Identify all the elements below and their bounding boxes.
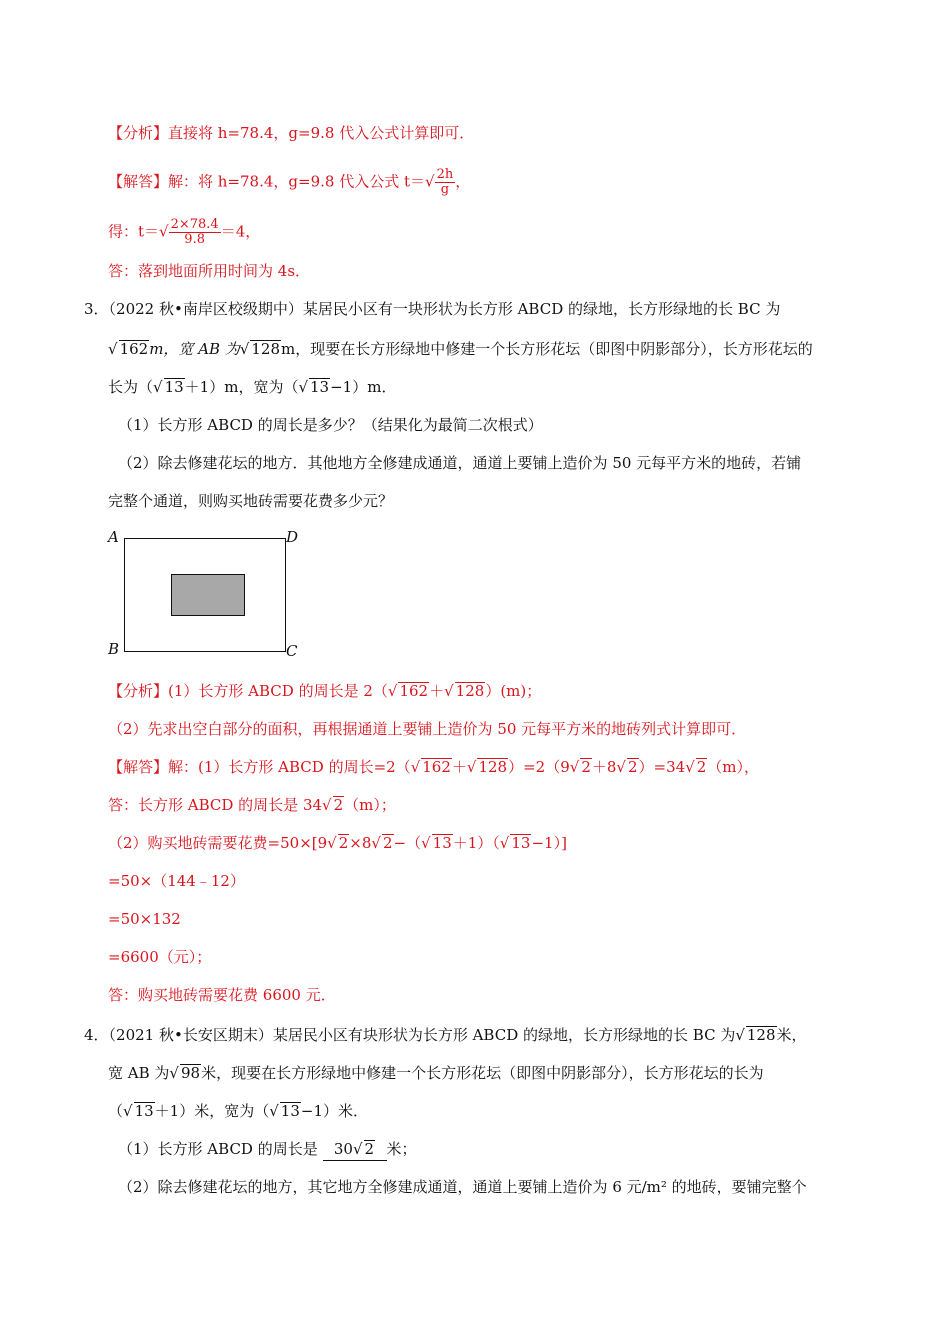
text: （m）； bbox=[344, 796, 396, 814]
text: =50×132 bbox=[108, 910, 181, 928]
numerator: 2h bbox=[436, 167, 454, 182]
label-c: C bbox=[286, 642, 298, 660]
question-3-line-2: √ 162m，宽 AB 为√ 128m，现要在长方形绿地中修建一个长方形花坛（即图中阴影部分），长方形花坛的 bbox=[108, 340, 813, 358]
result-line-q2: 得：t＝√ $\frac{2\times 78.4}{9.8}$ ＝4， bbox=[108, 217, 261, 247]
label-b: B bbox=[108, 640, 120, 658]
text: ＋1）m，宽为（ bbox=[184, 378, 299, 396]
question-3-part-2-cont bbox=[108, 490, 393, 512]
fraction bbox=[435, 168, 456, 197]
question-4-line-1: 4．（2021 秋•长安区期末）某居民小区有块形状为长方形 ABCD 的绿地，长方形绿地的长 BC 为√ 128米， bbox=[84, 1026, 807, 1044]
radicand: 162 bbox=[422, 758, 451, 776]
text: （m）， bbox=[707, 758, 760, 776]
radicand: 13 bbox=[511, 834, 531, 852]
text: （2）购买地砖需要花费=50×[9 bbox=[108, 834, 328, 852]
answer-line-q3-1: 答：长方形 ABCD 的周长是 34√ 2（m）； bbox=[108, 796, 396, 814]
text: 答：长方形 ABCD 的周长是 34 bbox=[108, 796, 323, 814]
question-4-line-3: （√ 13＋1）米，宽为（√ 13−1）米． bbox=[108, 1102, 368, 1120]
shaded-flowerbed bbox=[171, 574, 245, 616]
radicand: 162 bbox=[399, 682, 429, 700]
denominator: g bbox=[440, 182, 450, 197]
solution-line-q3-5 bbox=[108, 946, 211, 968]
solution-line-q3-2: （2）购买地砖需要花费=50×[9√ 2×8√ 2−（√ 13＋1）（√ 13−1）] bbox=[108, 834, 567, 852]
radicand: 2 bbox=[696, 758, 707, 776]
text: ＋ bbox=[451, 758, 467, 776]
text: ）=2（9 bbox=[508, 758, 570, 776]
text: 米， bbox=[776, 1026, 807, 1044]
question-3-part-1 bbox=[118, 414, 543, 436]
analysis-line-q3: 【分析】(1）长方形 ABCD 的周长是 2（√ 162＋√ 128）(m)； bbox=[108, 682, 542, 700]
solution-line-q3-4 bbox=[108, 908, 181, 930]
radicand: 13 bbox=[432, 834, 452, 852]
text: 得：t＝ bbox=[108, 222, 160, 241]
denominator: 9.8 bbox=[184, 232, 205, 247]
radicand: 2 bbox=[382, 834, 393, 852]
text: 【解答】解：将 h=78.4，g=9.8 代入公式 t＝ bbox=[108, 172, 425, 191]
radicand: 13 bbox=[134, 1102, 154, 1120]
text: （1）长方形 ABCD 的周长是 bbox=[118, 1140, 318, 1158]
radicand: 2 bbox=[364, 1140, 375, 1158]
text: 30 bbox=[333, 1140, 353, 1158]
text: −1）] bbox=[531, 834, 567, 852]
text: （2）先求出空白部分的面积，再根据通道上要铺上造价为 50 元每平方米的地砖列式计算即可． bbox=[108, 720, 747, 738]
text: 3．（2022 秋•南岸区校级期中）某居民小区有一块形状为长方形 ABCD 的绿地，长方形绿地的长 BC 为 bbox=[84, 300, 781, 318]
text: −1）m． bbox=[330, 378, 397, 396]
text: m，宽 AB 为 bbox=[149, 340, 240, 358]
radicand: 128 bbox=[478, 758, 508, 776]
text: m，现要在长方形绿地中修建一个长方形花坛（即图中阴影部分），长方形花坛的 bbox=[281, 340, 813, 358]
text: 4．（2021 秋•长安区期末）某居民小区有块形状为长方形 ABCD 的绿地，长方形绿地的长 BC 为 bbox=[84, 1026, 736, 1044]
label-a: A bbox=[108, 528, 119, 546]
text: 答：落到地面所用时间为 4s． bbox=[108, 262, 311, 280]
text: 【分析】(1）长方形 ABCD 的周长是 2（ bbox=[108, 682, 388, 700]
text: ）(m)； bbox=[485, 682, 542, 700]
text: ＋8 bbox=[591, 758, 617, 776]
label-d: D bbox=[286, 528, 299, 546]
numerator: 2×78.4 bbox=[170, 217, 219, 232]
answer-line-q2 bbox=[108, 260, 310, 282]
text: ＋1）（ bbox=[452, 834, 500, 852]
text: 完整个通道，则购买地砖需要花费多少元？ bbox=[108, 492, 394, 510]
text: 长为（ bbox=[108, 378, 154, 396]
answer-line-q3-2 bbox=[108, 984, 336, 1006]
radicand: 13 bbox=[280, 1102, 300, 1120]
text: ＋ bbox=[429, 682, 445, 700]
question-4-part-2 bbox=[118, 1176, 807, 1198]
text: −1）米． bbox=[300, 1102, 368, 1120]
question-3-line-1 bbox=[84, 298, 780, 320]
solution-line-q2: 【解答】解：将 h=78.4，g=9.8 代入公式 t＝√ $\frac{2h}{g}$ ， bbox=[108, 167, 471, 197]
text: （2）除去修建花坛的地方．其他地方全修建成通道，通道上要铺上造价为 50 元每平方米的地砖，若铺 bbox=[118, 454, 802, 472]
radicand: 2 bbox=[581, 758, 591, 776]
question-4-part-1 bbox=[118, 1138, 417, 1161]
radicand: 128 bbox=[251, 340, 281, 358]
text: （ bbox=[108, 1102, 124, 1120]
analysis-line-q3-2 bbox=[108, 718, 746, 740]
answer-blank: 30√ 2 bbox=[323, 1138, 387, 1161]
radicand: 128 bbox=[746, 1026, 776, 1044]
text: 米； bbox=[386, 1140, 417, 1158]
question-3-part-2 bbox=[118, 452, 801, 474]
fraction bbox=[169, 218, 221, 247]
text: ＝4， bbox=[220, 222, 261, 241]
radicand: 2 bbox=[627, 758, 638, 776]
text: =6600（元）； bbox=[108, 948, 212, 966]
text: （2）除去修建花坛的地方，其它地方全修建成通道，通道上要铺上造价为 6 元/m² 的地砖，要铺完整个 bbox=[118, 1178, 807, 1196]
text: 【分析】直接将 h=78.4，g=9.8 代入公式计算即可． bbox=[108, 124, 475, 142]
radicand: 162 bbox=[119, 340, 149, 358]
text: 米，现要在长方形绿地中修建一个长方形花坛（即图中阴影部分），长方形花坛的长为 bbox=[201, 1064, 764, 1082]
question-4-line-2: 宽 AB 为√ 98米，现要在长方形绿地中修建一个长方形花坛（即图中阴影部分），长方形花坛的长为 bbox=[108, 1064, 764, 1082]
solution-line-q3-3 bbox=[108, 870, 245, 892]
rectangle-diagram bbox=[106, 528, 306, 662]
text: ）=34 bbox=[638, 758, 686, 776]
text: （1）长方形 ABCD 的周长是多少？（结果化为最简二次根式） bbox=[118, 416, 543, 434]
analysis-line-q2 bbox=[108, 122, 474, 144]
text: 宽 AB 为 bbox=[108, 1064, 170, 1082]
radicand: 128 bbox=[455, 682, 485, 700]
radicand: 98 bbox=[180, 1064, 201, 1082]
question-3-line-3: 长为（√ 13＋1）m，宽为（√ 13−1）m． bbox=[108, 378, 397, 396]
text: =50×（144﹣12） bbox=[108, 872, 245, 890]
text: 答：购买地砖需要花费 6600 元． bbox=[108, 986, 336, 1004]
radicand: 13 bbox=[310, 378, 330, 396]
text: 【解答】解：(1）长方形 ABCD 的周长=2（ bbox=[108, 758, 411, 776]
radicand: 2 bbox=[338, 834, 349, 852]
solution-line-q3-1: 【解答】解：(1）长方形 ABCD 的周长=2（√ 162＋√ 128）=2（9√ 2＋8√ 2）=34√ 2（m）， bbox=[108, 758, 760, 776]
radicand: 2 bbox=[333, 796, 344, 814]
text: ＋1）米，宽为（ bbox=[154, 1102, 270, 1120]
radicand: 13 bbox=[164, 378, 184, 396]
text: −（ bbox=[393, 834, 422, 852]
text: ×8 bbox=[349, 834, 372, 852]
